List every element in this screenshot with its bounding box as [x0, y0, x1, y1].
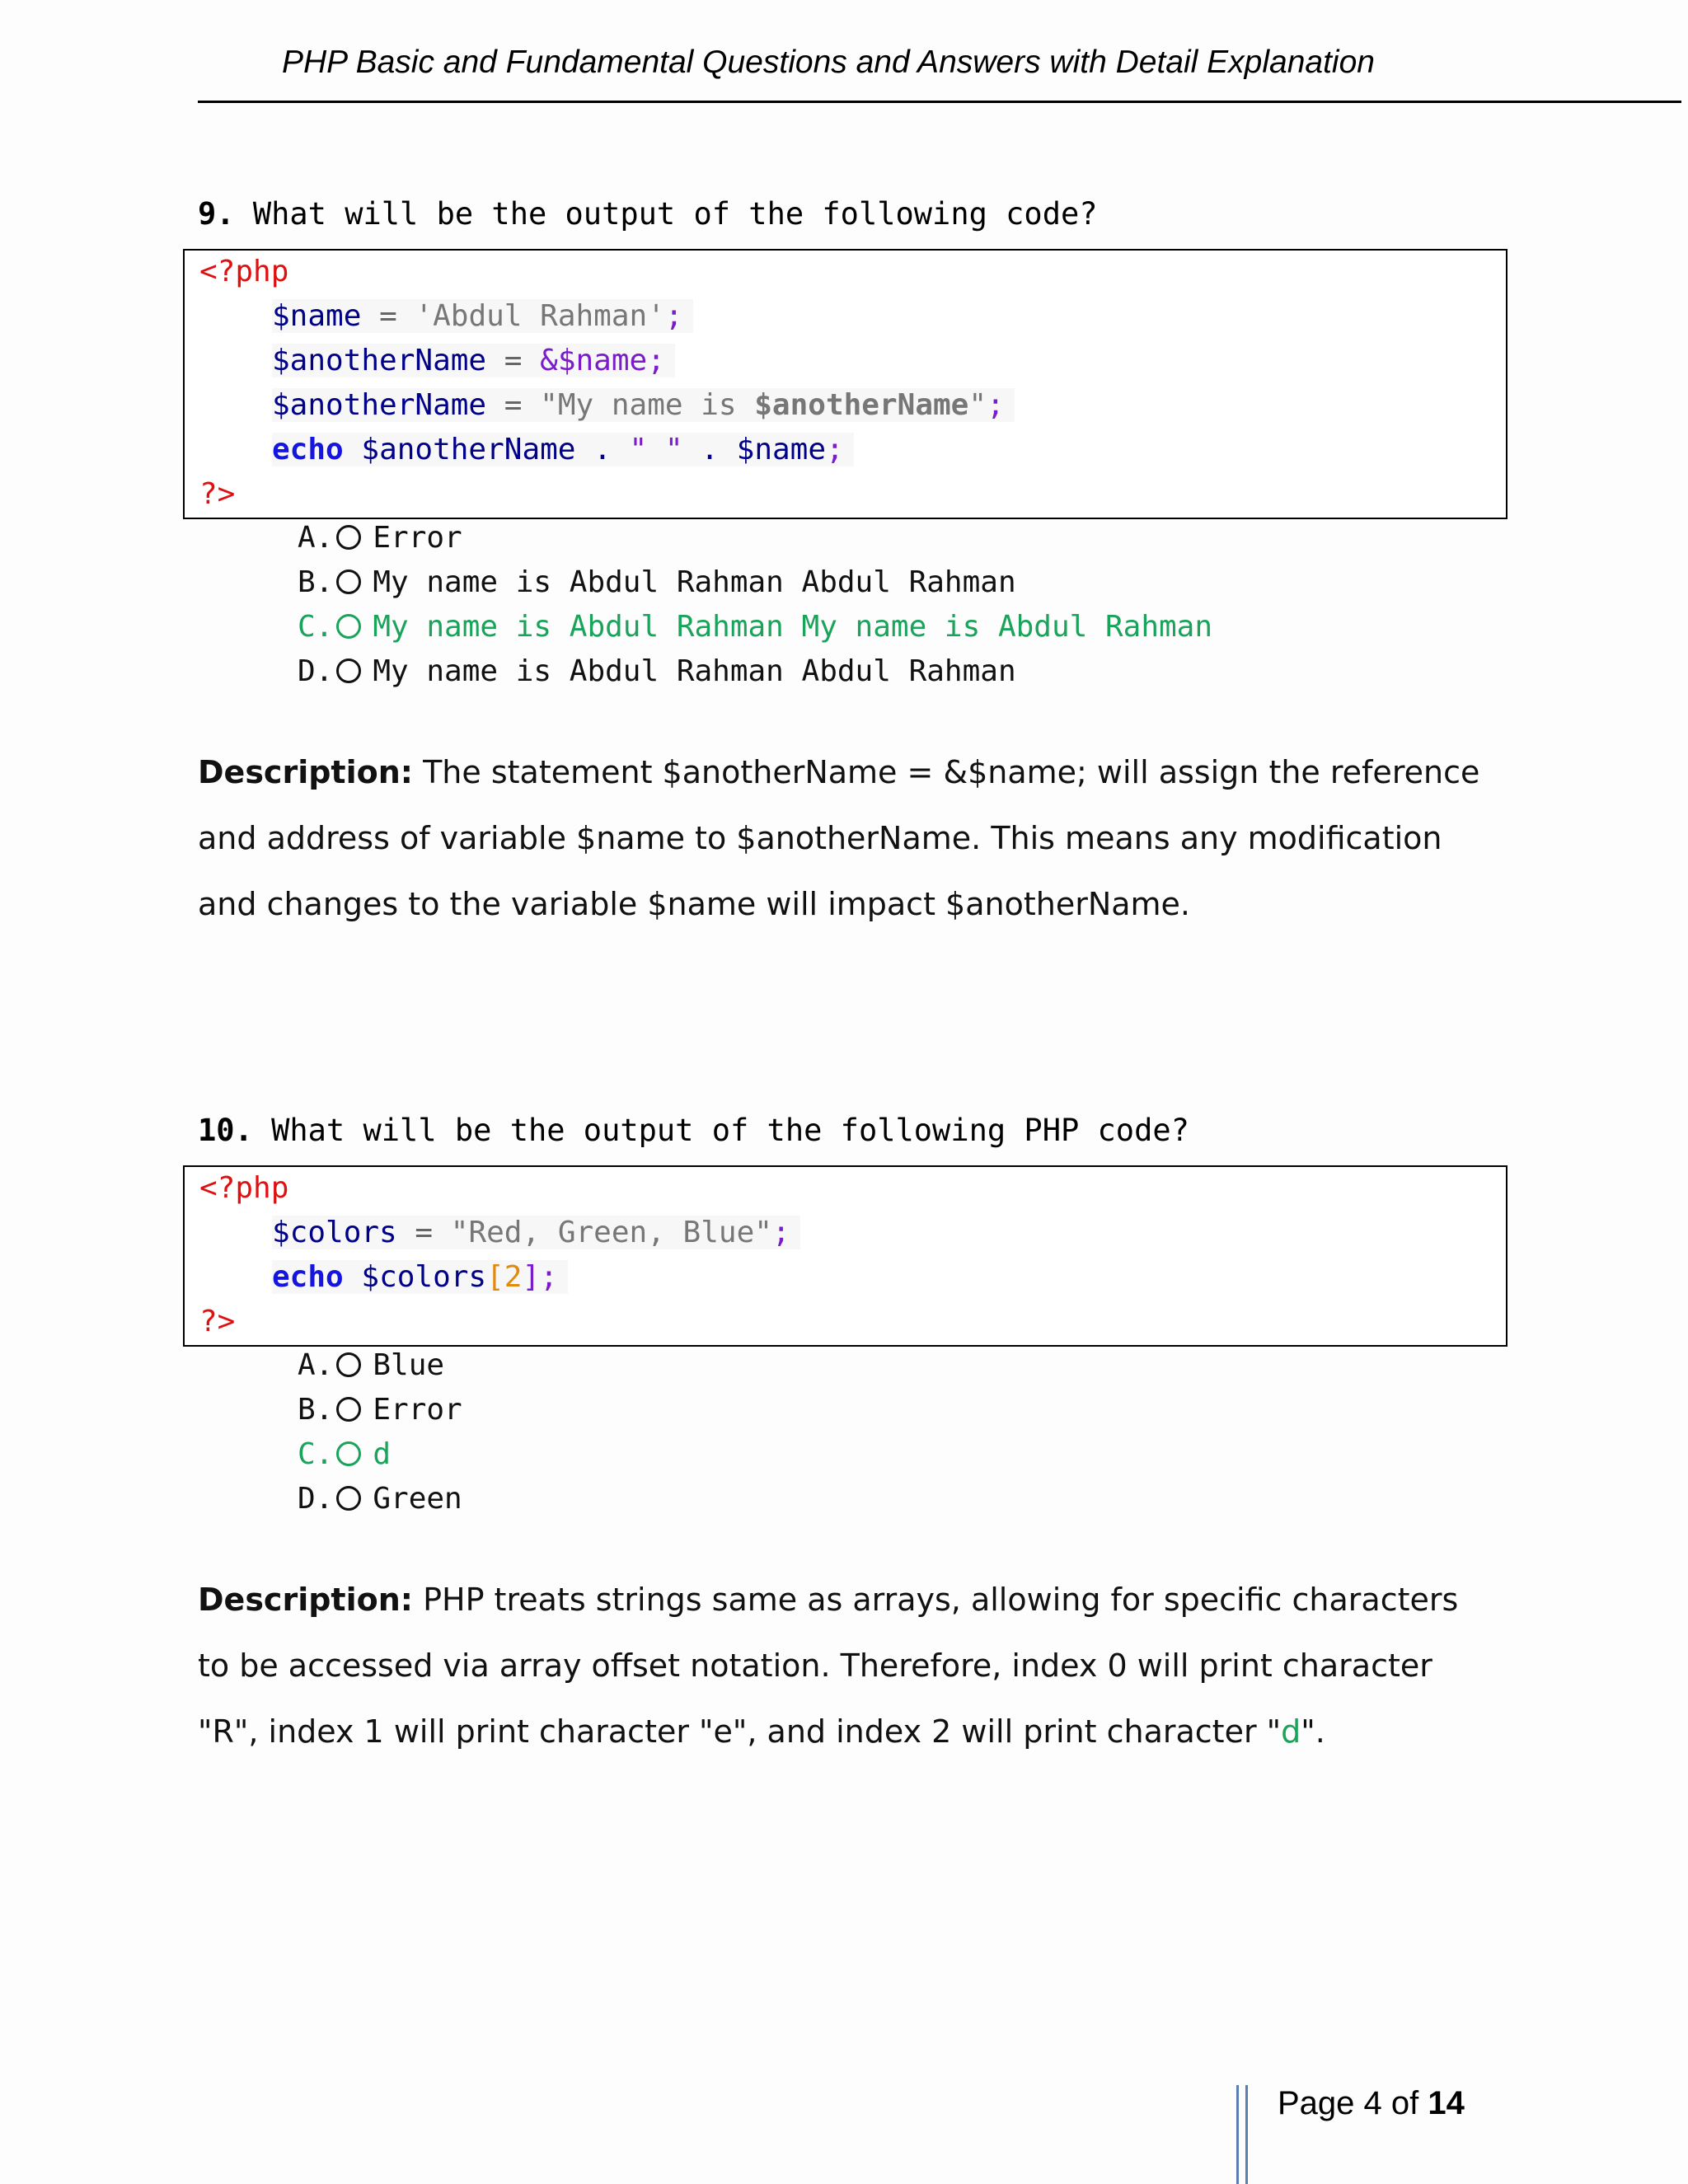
options-9: [298, 516, 1212, 694]
option-d[interactable]: D. Green: [298, 1482, 462, 1516]
question-10: [198, 1113, 1189, 1148]
code-line-1: $name = 'Abdul Rahman';: [272, 297, 693, 336]
description-9: [198, 739, 1484, 937]
radio-icon[interactable]: [336, 658, 361, 683]
description-end: ".: [1301, 1713, 1325, 1750]
options-10: [298, 1343, 462, 1521]
code-line-3: $anotherName = "My name is $anotherName";: [272, 386, 1015, 425]
question-text: What will be the output of the following PHP code?: [271, 1113, 1189, 1148]
option-b[interactable]: B. My name is Abdul Rahman Abdul Rahman: [298, 565, 1016, 599]
radio-icon[interactable]: [336, 614, 361, 639]
description-label: Description:: [198, 1582, 413, 1618]
question-text: What will be the output of the following code?: [252, 196, 1098, 232]
option-d[interactable]: D. My name is Abdul Rahman Abdul Rahman: [298, 654, 1016, 688]
radio-icon[interactable]: [336, 525, 361, 550]
header-title: PHP Basic and Fundamental Questions and Answers with Detail Explanation: [282, 45, 1375, 80]
description-highlight: d: [1281, 1713, 1301, 1750]
radio-icon[interactable]: [336, 569, 361, 594]
radio-icon[interactable]: [336, 1397, 361, 1422]
option-c-correct[interactable]: C. My name is Abdul Rahman My name is Abdul Rahman: [298, 610, 1213, 644]
php-open-tag: <?php: [199, 1171, 289, 1205]
code-block-10: [183, 1165, 1507, 1347]
radio-icon[interactable]: [336, 1352, 361, 1377]
code-block-9: [183, 249, 1507, 519]
php-open-tag: <?php: [199, 255, 289, 288]
option-a[interactable]: A. Error: [298, 521, 462, 555]
code-line-2: echo $colors[2];: [272, 1258, 568, 1297]
radio-icon[interactable]: [336, 1441, 361, 1466]
code-line-1: $colors = "Red, Green, Blue";: [272, 1213, 800, 1253]
code-line-4: echo $anotherName . " " . $name;: [272, 430, 854, 470]
description-text: PHP treats strings same as arrays, allowing for specific characters to be accessed via array offset notation. Therefore, index 0 will print character "R", index 1 will print character "e", and index 2 will print character ": [198, 1582, 1459, 1750]
footer-divider: [1236, 2085, 1248, 2184]
page-header: [198, 33, 1681, 103]
description-10: [198, 1567, 1484, 1765]
question-number: 10.: [198, 1113, 253, 1148]
page-number: Page 4 of 14: [1278, 2085, 1465, 2121]
php-close-tag: ?>: [199, 477, 236, 511]
description-text: The statement $anotherName = &$name; will assign the reference and address of variable $name to $anotherName. This means any modification and changes to the variable $name will impact $anotherName.: [198, 754, 1480, 922]
question-number: 9.: [198, 196, 235, 232]
code-line-2: $anotherName = &$name;: [272, 341, 675, 381]
option-a[interactable]: A. Blue: [298, 1348, 445, 1382]
php-close-tag: ?>: [199, 1305, 236, 1338]
radio-icon[interactable]: [336, 1486, 361, 1511]
option-b[interactable]: B. Error: [298, 1393, 462, 1427]
description-label: Description:: [198, 754, 413, 790]
option-c-correct[interactable]: C. d: [298, 1437, 392, 1471]
question-9: [198, 196, 1098, 232]
